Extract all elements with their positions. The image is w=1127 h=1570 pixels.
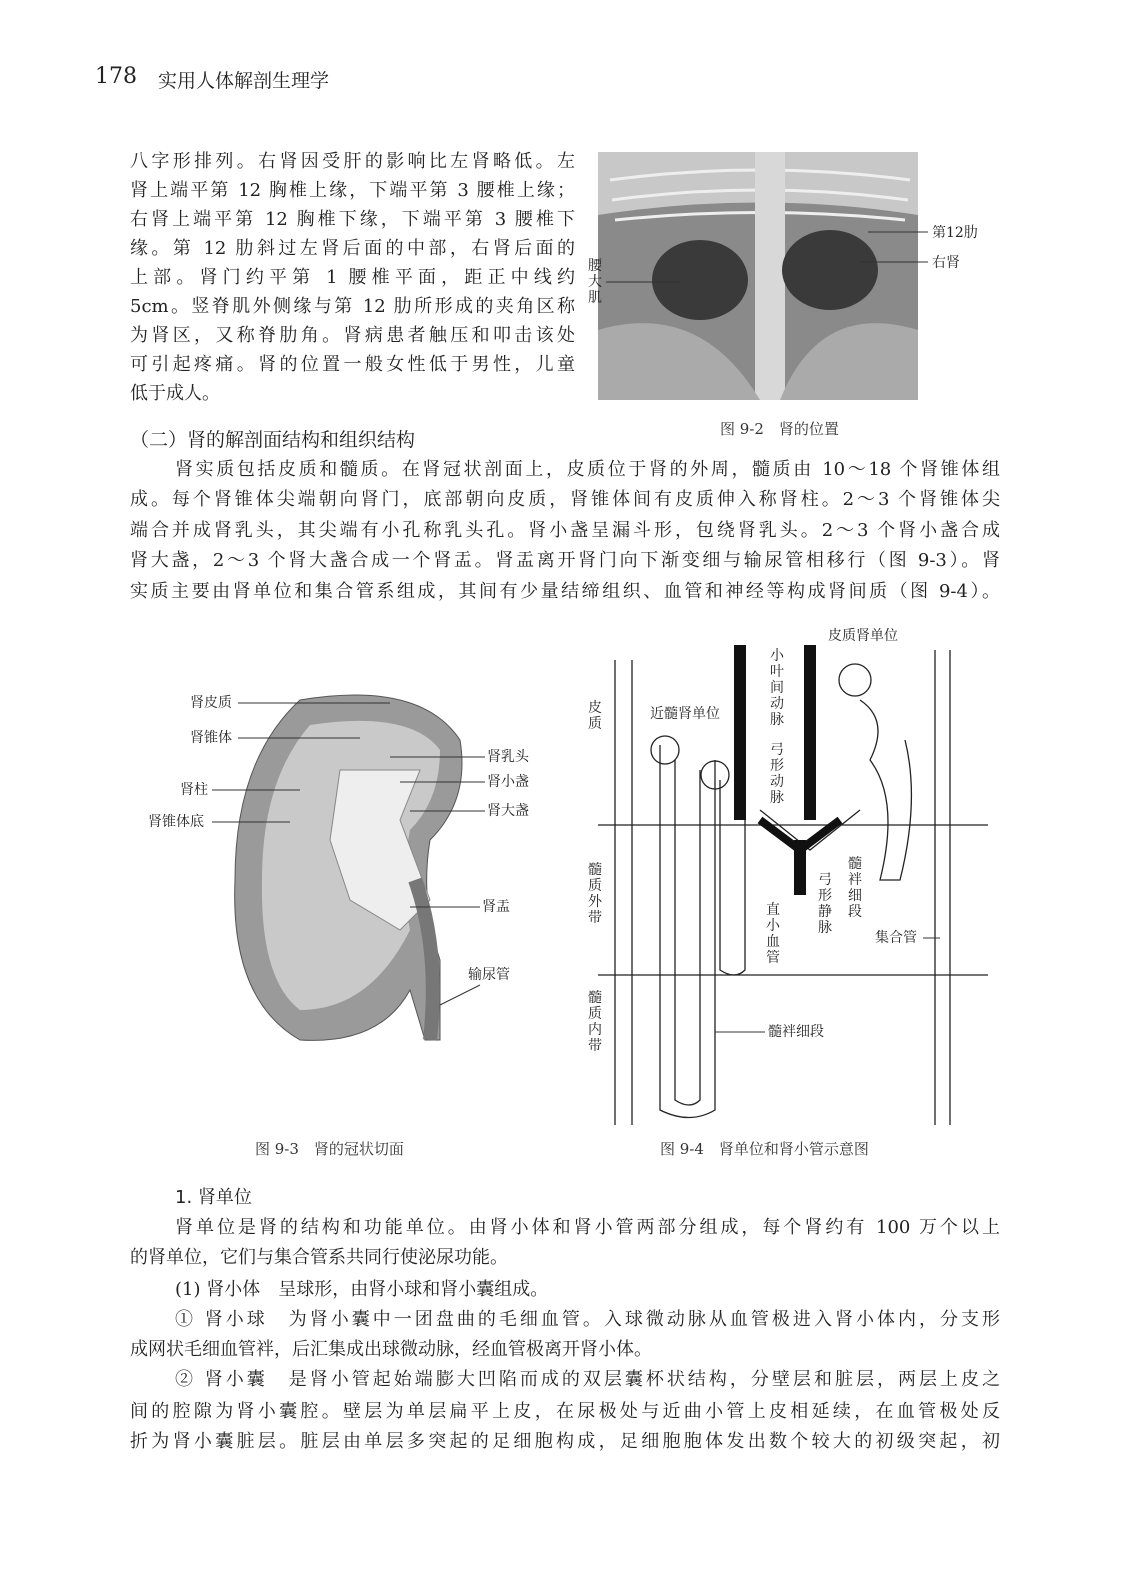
label-interlobular-artery: 小叶间动脉 <box>770 648 784 728</box>
section-heading: 1. 肾单位 <box>175 1187 252 1208</box>
label-ureter: 输尿管 <box>468 967 510 983</box>
text-line: 低于成人。 <box>130 383 220 404</box>
text-line: 成网状毛细血管袢，后汇集成出球微动脉，经血管极离开肾小体。 <box>130 1339 652 1360</box>
label-arcuate-artery: 弓形动脉 <box>770 742 784 806</box>
text-line: 肾实质包括皮质和髓质。在肾冠状剖面上，皮质位于肾的外周，髓质由 10～18 个肾锥体组 <box>175 459 1000 480</box>
text-line: 为肾区，又称脊肋角。肾病患者触压和叩击该处 <box>130 325 575 346</box>
figure-caption: 图 9-3 肾的冠状切面 <box>255 1140 404 1158</box>
label-column: 肾柱 <box>180 782 208 798</box>
label-arcuate-vein: 弓形静脉 <box>818 872 832 936</box>
label-rib12: 第12肋 <box>932 225 978 241</box>
label-pelvis: 肾盂 <box>482 899 510 915</box>
label-major-calyx: 肾大盏 <box>487 803 529 819</box>
label-cortical-nephron: 皮质肾单位 <box>828 628 898 644</box>
text-line: 右肾上端平第 12 胸椎下缘，下端平第 3 腰椎下 <box>130 209 575 230</box>
label-thin-segment-upper: 髓袢细段 <box>848 856 862 920</box>
label-pyramid-base: 肾锥体底 <box>148 814 204 830</box>
section-heading: （二）肾的解剖面结构和组织结构 <box>130 429 416 451</box>
text-line: ② 肾小囊 是肾小管起始端膨大凹陷而成的双层囊杯状结构，分壁层和脏层，两层上皮之 <box>175 1369 1000 1390</box>
text-line: 八字形排列。右肾因受肝的影响比左肾略低。左 <box>130 151 575 172</box>
text-line: 可引起疼痛。肾的位置一般女性低于男性，儿童 <box>130 354 575 375</box>
text-line: ① 肾小球 为肾小囊中一团盘曲的毛细血管。入球微动脉从血管极进入肾小体内，分支形 <box>175 1309 1000 1330</box>
label-outer-medulla: 髓质外带 <box>588 862 602 926</box>
text-line: 肾上端平第 12 胸椎上缘，下端平第 3 腰椎上缘； <box>130 180 575 201</box>
text-line: 间的腔隙为肾小囊腔。壁层为单层扁平上皮，在尿极处与近曲小管上皮相延续，在血管极处反 <box>130 1401 1000 1422</box>
text-line: 上部。肾门约平第 1 腰椎平面，距正中线约 <box>130 267 575 288</box>
text-line: 5cm。竖脊肌外侧缘与第 12 肋所形成的夹角区称 <box>130 296 575 317</box>
running-header: 实用人体解剖生理学 <box>158 70 330 92</box>
label-juxtamedullary-nephron: 近髓肾单位 <box>650 706 720 722</box>
text-line: 端合并成肾乳头，其尖端有小孔称乳头孔。肾小盏呈漏斗形，包绕肾乳头。2～3 个肾小盏合成 <box>130 520 1000 541</box>
label-cortex: 肾皮质 <box>190 695 232 711</box>
label-minor-calyx: 肾小盏 <box>487 774 529 790</box>
text-line: 肾单位是肾的结构和功能单位。由肾小体和肾小管两部分组成，每个肾约有 100 万个以上 <box>175 1217 1000 1238</box>
text-line: 成。每个肾锥体尖端朝向肾门，底部朝向皮质，肾锥体间有皮质伸入称肾柱。2～3 个肾锥体尖 <box>130 489 1000 510</box>
text-line: 的肾单位，它们与集合管系共同行使泌尿功能。 <box>130 1247 508 1268</box>
text-line: 折为肾小囊脏层。脏层由单层多突起的足细胞构成，足细胞胞体发出数个较大的初级突起，初 <box>130 1431 1000 1452</box>
text-line: 实质主要由肾单位和集合管系组成，其间有少量结缔组织、血管和神经等构成肾间质（图 9-4）。 <box>130 581 1000 602</box>
label-pyramid: 肾锥体 <box>190 730 232 746</box>
label-cortex: 皮质 <box>588 700 602 732</box>
label-vasa-recta: 直小血管 <box>766 902 780 966</box>
text-line: (1) 肾小体 呈球形，由肾小球和肾小囊组成。 <box>175 1279 549 1300</box>
page-number: 178 <box>95 64 137 89</box>
label-collecting-duct: 集合管 <box>875 930 917 946</box>
label-thin-segment: 髓袢细段 <box>768 1024 824 1040</box>
label-inner-medulla: 髓质内带 <box>588 990 602 1054</box>
label-right-kidney: 右肾 <box>932 255 960 271</box>
label-papilla: 肾乳头 <box>487 749 529 765</box>
figure-caption: 图 9-4 肾单位和肾小管示意图 <box>660 1140 869 1158</box>
text-line: 缘。第 12 肋斜过左肾后面的中部，右肾后面的 <box>130 238 575 259</box>
figure-caption: 图 9-2 肾的位置 <box>720 420 839 438</box>
label-psoas: 腰大肌 <box>588 258 602 306</box>
text-line: 肾大盏，2～3 个肾大盏合成一个肾盂。肾盂离开肾门向下渐变细与输尿管相移行（图 9-3）。肾 <box>130 550 1000 571</box>
